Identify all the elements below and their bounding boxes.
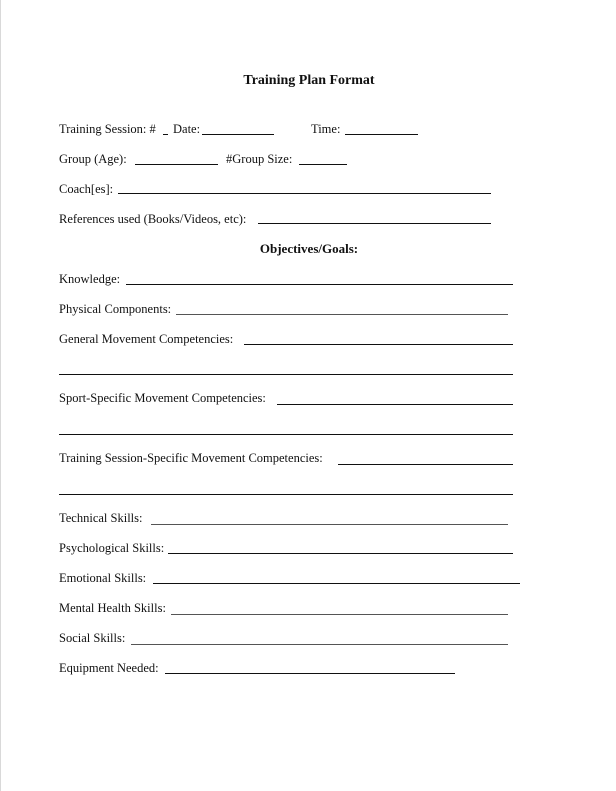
sport-specific-line-2[interactable] (59, 434, 513, 435)
mental-health-skills-line[interactable] (171, 614, 508, 615)
sport-specific-line[interactable] (277, 404, 513, 405)
sport-specific-label: Sport-Specific Movement Competencies: (59, 391, 266, 405)
date-line[interactable] (202, 134, 274, 135)
knowledge-label: Knowledge: (59, 272, 121, 286)
time-label: Time: (311, 122, 341, 136)
time-line[interactable] (345, 134, 418, 135)
page-title: Training Plan Format (243, 73, 375, 88)
equipment-needed-label: Equipment Needed: (59, 661, 159, 675)
session-specific-line[interactable] (338, 464, 513, 465)
psychological-skills-label: Psychological Skills: (59, 541, 165, 555)
group-age-label: Group (Age): (59, 152, 127, 166)
session-number-line[interactable] (163, 134, 168, 135)
group-age-line[interactable] (135, 164, 218, 165)
date-label: Date: (173, 122, 201, 136)
session-number-label: Training Session: # (59, 122, 156, 136)
equipment-needed-line[interactable] (165, 673, 455, 674)
mental-health-skills-label: Mental Health Skills: (59, 601, 166, 615)
objectives-heading: Objectives/Goals: (259, 241, 359, 256)
group-size-line[interactable] (299, 164, 347, 165)
technical-skills-line[interactable] (151, 524, 508, 525)
session-specific-line-2[interactable] (59, 494, 513, 495)
knowledge-line[interactable] (126, 284, 513, 285)
references-line[interactable] (258, 223, 491, 224)
coaches-line[interactable] (118, 193, 491, 194)
emotional-skills-line[interactable] (153, 583, 520, 584)
general-movement-line[interactable] (244, 344, 513, 345)
social-skills-line[interactable] (131, 644, 508, 645)
psychological-skills-line[interactable] (168, 553, 513, 554)
technical-skills-label: Technical Skills: (59, 511, 143, 525)
social-skills-label: Social Skills: (59, 631, 126, 645)
references-label: References used (Books/Videos, etc): (59, 212, 247, 226)
group-size-label: #Group Size: (226, 152, 293, 166)
general-movement-label: General Movement Competencies: (59, 332, 234, 346)
physical-components-label: Physical Components: (59, 302, 172, 316)
session-specific-label: Training Session-Specific Movement Competencies: (59, 451, 323, 465)
coaches-label: Coach[es]: (59, 182, 114, 196)
physical-components-line[interactable] (176, 314, 508, 315)
general-movement-line-2[interactable] (59, 374, 513, 375)
emotional-skills-label: Emotional Skills: (59, 571, 147, 585)
